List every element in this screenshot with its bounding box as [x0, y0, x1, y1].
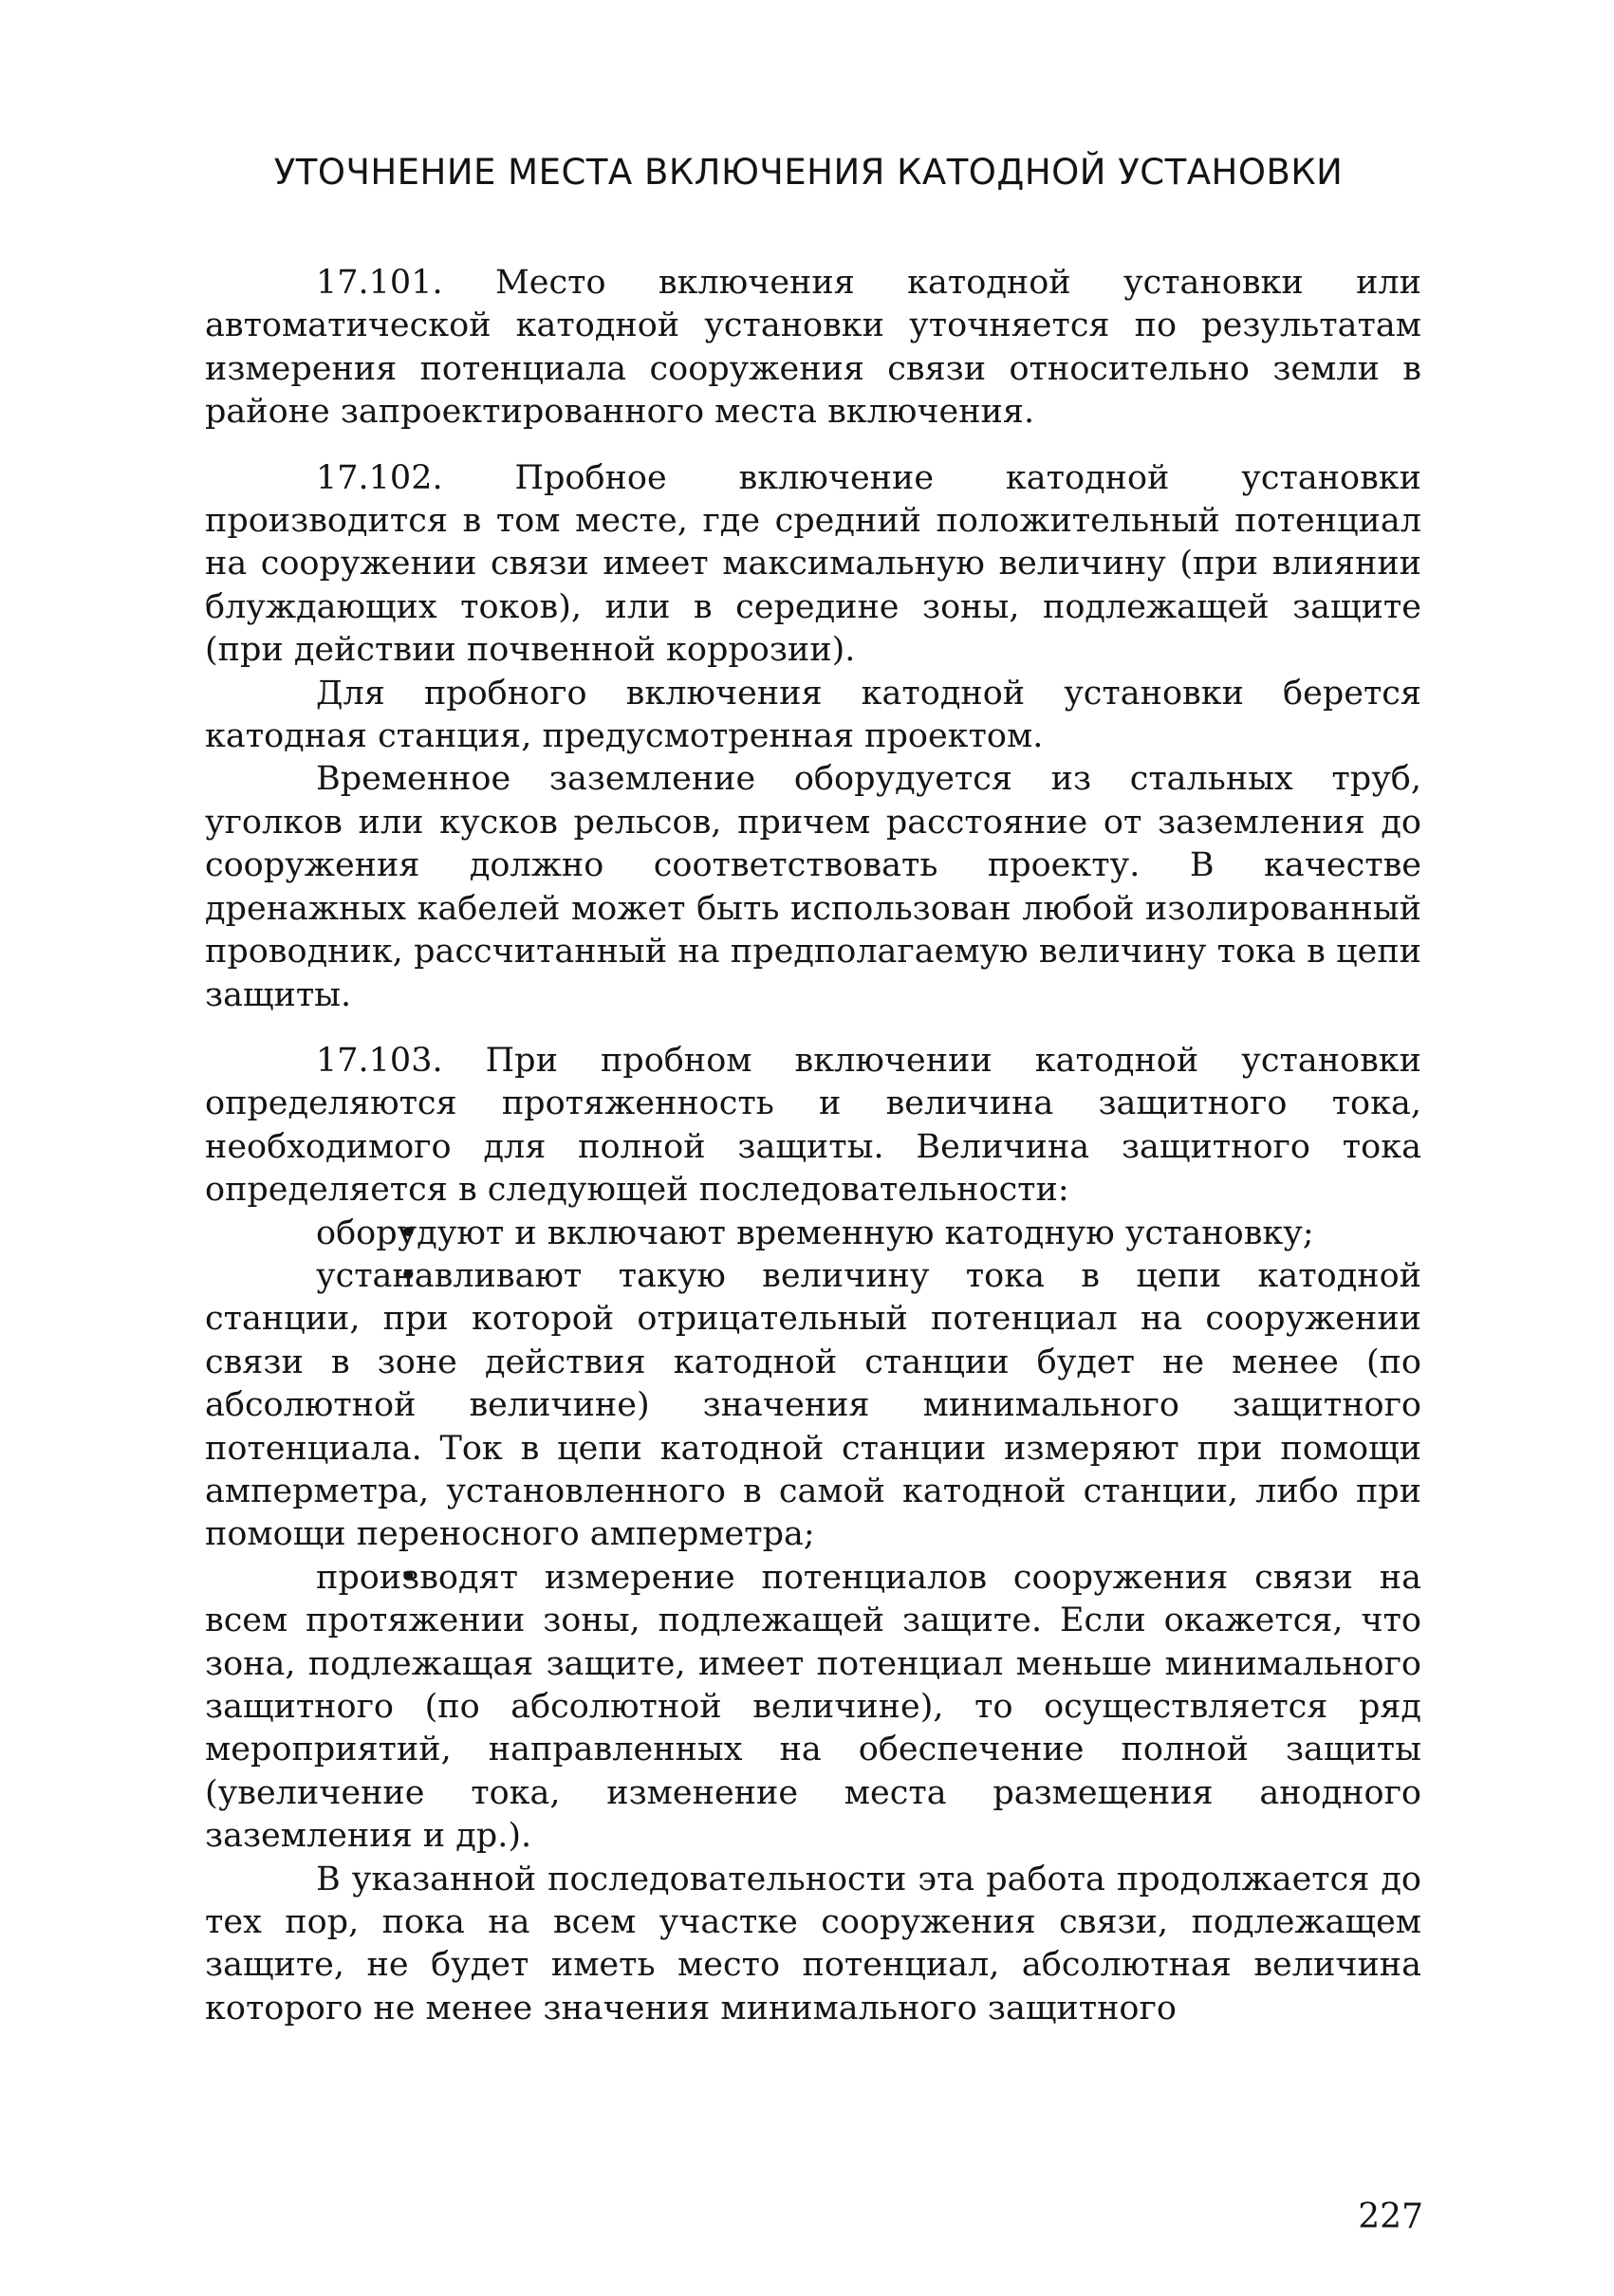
page-number: 227	[1358, 2197, 1423, 2236]
bullet-text: оборудуют и включают временную катодную установку;	[316, 1213, 1314, 1252]
section-heading: УТОЧНЕНИЕ МЕСТА ВКЛЮЧЕНИЯ КАТОДНОЙ УСТАНОВКИ	[273, 152, 1344, 193]
bullet-item	[205, 1255, 1421, 1557]
paragraph-17-102: 17.102. Пробное включение катодной установки производится в том месте, где средний положительный потенциал на сооружении связи имеет максимальную величину (при влиянии блуждающих токов), или в середине зоны, подлежащей защите (при действии почвенной коррозии).	[205, 458, 1421, 670]
paragraph-closing: В указанной последовательности эта работа продолжается до тех пор, пока на всем участке сооружения связи, подлежащем защите, не будет иметь место потенциал, абсолютная величина которого не менее значения минимального защитного	[205, 1860, 1421, 2028]
bullet-text: устанавливают такую величину тока в цепи катодной станции, при которой отрицательный потенциал на сооружении связи в зоне действия катодной станции будет не менее (по абсолютной величине) значения минимального защитного потенциала. Ток в цепи катодной станции измеряют при помощи амперметра, установленного в самой катодной станции, либо при помощи переносного амперметра;	[205, 1256, 1421, 1554]
bullet-icon	[288, 1213, 316, 1255]
bullet-icon	[288, 1255, 316, 1298]
bullet-item	[205, 1213, 1421, 1255]
body-text	[205, 262, 1421, 2030]
paragraph-trial-station: Для пробного включения катодной установки берется катодная станция, предусмотренная проектом.	[205, 674, 1421, 756]
paragraph-17-103: 17.103. При пробном включении катодной установки определяются протяженность и величина защитного тока, необходимого для полной защиты. Величина защитного тока определяется в следующей последовательности:	[205, 1041, 1421, 1210]
paragraph-temporary-grounding: Временное заземление оборудуется из стальных труб, уголков или кусков рельсов, причем расстояние от заземления до сооружения должно соответствовать проекту. В качестве дренажных кабелей может быть использован любой изолированный проводник, рассчитанный на предполагаемую величину тока в цепи защиты.	[205, 760, 1421, 1014]
paragraph-17-101: 17.101. Место включения катодной установки или автоматической катодной установки уточняется по результатам измерения потенциала сооружения связи относительно земли в районе запроектированного места включения.	[205, 264, 1421, 432]
bullet-item	[205, 1557, 1421, 1859]
bullet-icon	[288, 1557, 316, 1600]
bullet-text: производят измерение потенциалов сооружения связи на всем протяжении зоны, подлежащей защите. Если окажется, что зона, подлежащая защите, имеет потенциал меньше минимального защитного (по абсолютной величине), то осуществляется ряд мероприятий, направленных на обеспечение полной защиты (увеличение тока, изменение места размещения анодного заземления и др.).	[205, 1558, 1421, 1856]
